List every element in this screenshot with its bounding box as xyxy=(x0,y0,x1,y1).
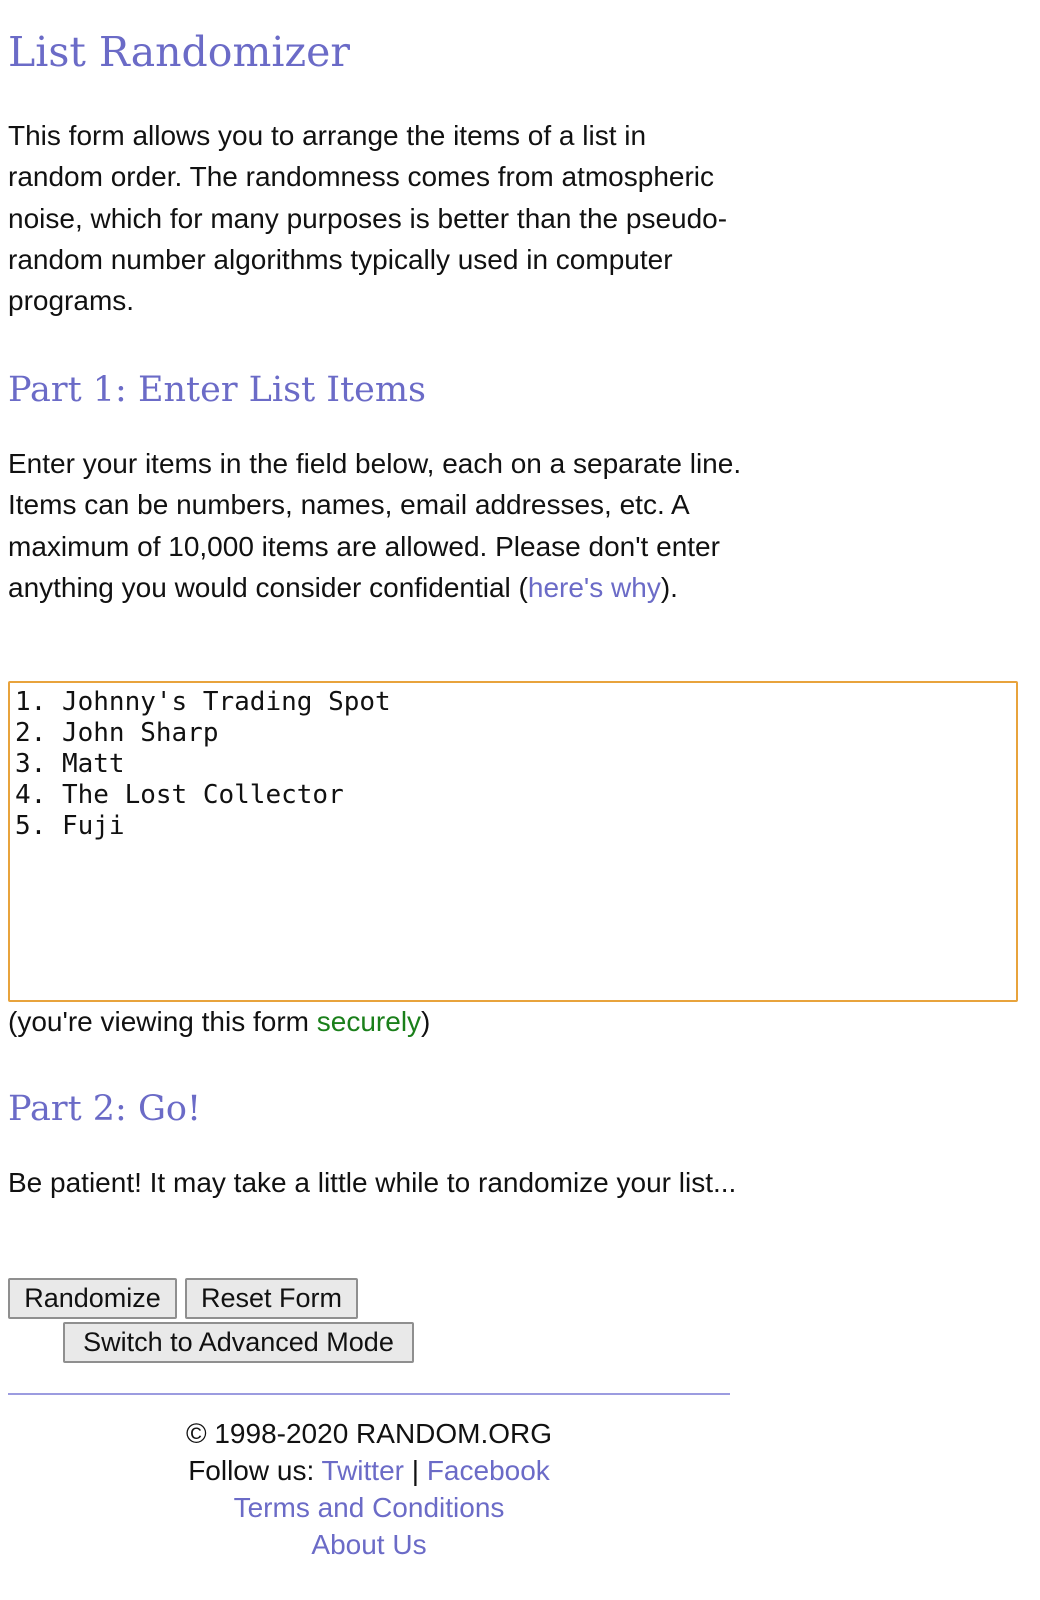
part1-text-end: ). xyxy=(660,571,678,603)
follow-us xyxy=(8,1452,730,1489)
terms-link[interactable]: Terms and Conditions xyxy=(233,1492,505,1523)
advanced-mode-button[interactable]: Switch to Advanced Mode xyxy=(63,1322,414,1363)
page-title: List Randomizer xyxy=(8,28,350,76)
footer xyxy=(8,1415,730,1563)
list-items-input[interactable] xyxy=(8,681,1018,1002)
secure-prefix: (you're viewing this form xyxy=(8,1006,317,1037)
securely-link[interactable]: securely xyxy=(316,1006,422,1037)
secure-suffix: ) xyxy=(421,1006,431,1037)
heres-why-link[interactable]: here's why xyxy=(527,571,661,603)
part1-instructions xyxy=(8,443,748,608)
link-separator: | xyxy=(403,1455,427,1486)
randomize-button[interactable]: Randomize xyxy=(8,1278,177,1319)
reset-form-button[interactable]: Reset Form xyxy=(185,1278,358,1319)
facebook-link[interactable]: Facebook xyxy=(426,1455,550,1486)
follow-prefix: Follow us: xyxy=(188,1455,322,1486)
part1-text: Enter your items in the field below, each on a separate line. Items can be numbers, names, email addresses, etc. A maximum of 10,000 items are allowed. Please don't enter anything you would consider confidential ( xyxy=(8,448,742,603)
copyright: © 1998-2020 RANDOM.ORG xyxy=(185,1418,553,1449)
footer-divider xyxy=(8,1393,730,1395)
part1-heading: Part 1: Enter List Items xyxy=(8,370,427,410)
secure-note xyxy=(8,1001,748,1042)
twitter-link[interactable]: Twitter xyxy=(321,1455,404,1486)
part2-text: Be patient! It may take a little while to randomize your list... xyxy=(8,1167,737,1198)
intro-text: This form allows you to arrange the items of a list in random order. The randomness comes from atmospheric noise, which for many purposes is better than the pseudo-random number algorithms typically used in computer programs. xyxy=(8,120,728,317)
part2-heading: Part 2: Go! xyxy=(8,1089,202,1129)
about-us-link[interactable]: About Us xyxy=(311,1529,427,1560)
